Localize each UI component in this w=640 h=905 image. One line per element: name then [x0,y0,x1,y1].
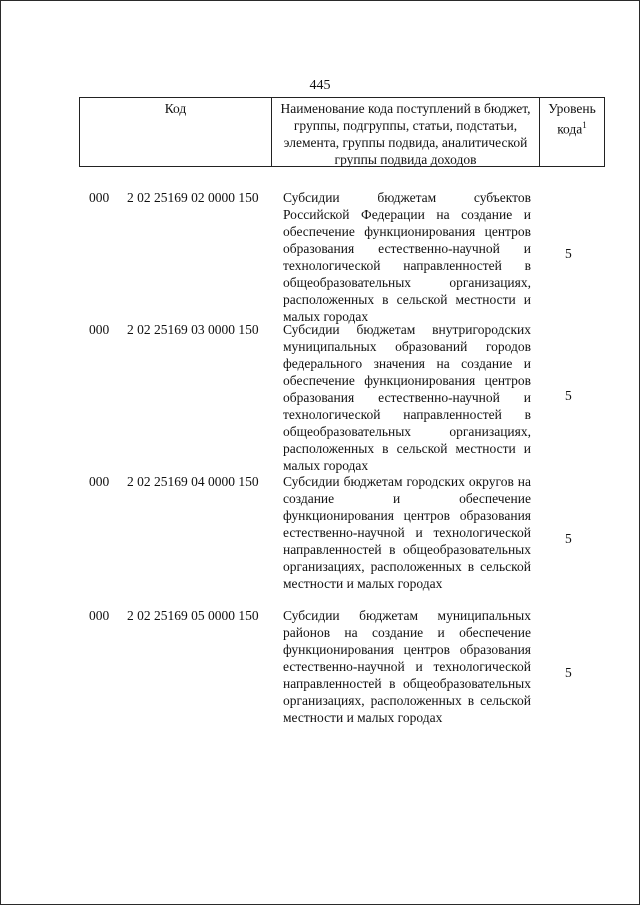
row-admin-code: 000 [89,190,110,205]
row-name: Субсидии бюджетам субъектов Российской Федерации на создание и обеспечение функционирования центров образования естественно-научной и технологической направленностей в общеобразовательных организациях, расположенных в сельской местности и малых городах [283,190,531,324]
row-level: 5 [565,388,572,403]
header-level-footnote: 1 [582,120,587,130]
row-name: Субсидии бюджетам внутригородских муниципальных образований городов федерального значения на создание и обеспечение функционирования центров образования естественно-научной и технологической направленностей в общеобразовательных организациях, расположенных в сельской местности и малых городах [283,322,531,473]
row-level: 5 [565,246,572,261]
row-income-code: 2 02 25169 04 0000 150 [127,474,259,489]
header-level [539,98,605,166]
row-income-code: 2 02 25169 02 0000 150 [127,190,259,205]
row-name: Субсидии бюджетам муниципальных районов на создание и обеспечение функционирования центров образования естественно-научной и технологической направленностей в общеобразовательных организациях, расположенных в сельской местности и малых городах [283,608,531,725]
row-admin-code: 000 [89,608,110,623]
row-income-code: 2 02 25169 05 0000 150 [127,608,259,623]
row-income-code: 2 02 25169 03 0000 150 [127,322,259,337]
table-header [79,97,605,167]
row-level: 5 [565,665,572,680]
row-level: 5 [565,531,572,546]
page-number: 445 [309,78,331,93]
row-admin-code: 000 [89,474,110,489]
header-code: Код [79,98,271,166]
header-name: Наименование кода поступлений в бюджет, группы, подгруппы, статьи, подстатьи, элемента, группы подвида, аналитической группы подвида доходов [271,98,539,166]
row-admin-code: 000 [89,322,110,337]
header-level-label: Уровень кода [548,101,596,137]
row-name: Субсидии бюджетам городских округов на создание и обеспечение функционирования центров образования естественно-научной и технологической направленностей в общеобразовательных организациях, расположенных в сельской местности и малых городах [283,474,531,591]
